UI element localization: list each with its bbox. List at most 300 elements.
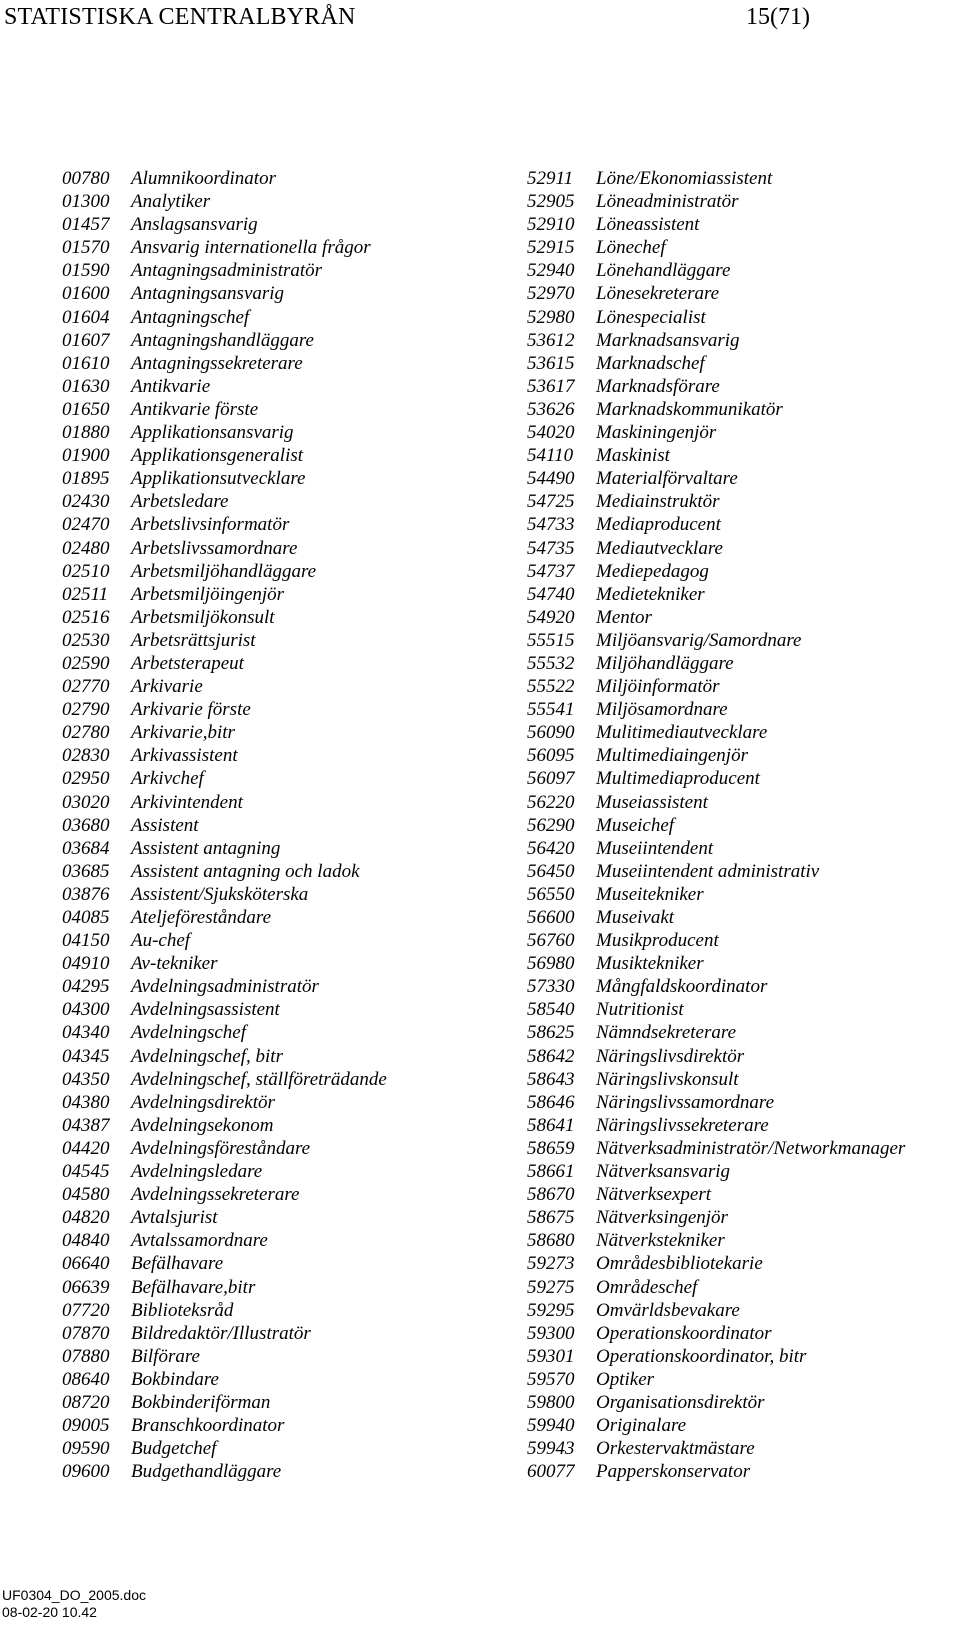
occupation-code: 56220 bbox=[527, 791, 575, 813]
occupation-code: 58540 bbox=[527, 999, 575, 1021]
occupation-title: Bilförare bbox=[131, 1345, 200, 1367]
code-list-right-column bbox=[527, 167, 957, 1483]
occupation-code: 03684 bbox=[62, 837, 110, 859]
occupation-title: Assistent antagning och ladok bbox=[131, 860, 360, 882]
occupation-code: 53626 bbox=[527, 398, 575, 420]
occupation-title: Antagningsansvarig bbox=[131, 283, 285, 305]
occupation-title: Avdelningsassistent bbox=[131, 999, 280, 1021]
list-item bbox=[62, 860, 502, 883]
list-item bbox=[62, 1137, 502, 1160]
occupation-code: 03020 bbox=[62, 791, 110, 813]
occupation-title: Näringslivsdirektör bbox=[596, 1045, 745, 1067]
occupation-code: 52940 bbox=[527, 260, 575, 282]
list-item bbox=[527, 1183, 957, 1206]
occupation-code: 03876 bbox=[62, 883, 110, 905]
list-item bbox=[62, 513, 502, 536]
occupation-title: Ansvarig internationella frågor bbox=[131, 237, 371, 259]
occupation-code: 02510 bbox=[62, 560, 110, 582]
occupation-title: Museivakt bbox=[596, 907, 675, 928]
occupation-title: Löne/Ekonomiassistent bbox=[596, 168, 773, 189]
list-item bbox=[62, 1091, 502, 1114]
list-item bbox=[527, 1114, 957, 1137]
list-item bbox=[527, 537, 957, 560]
occupation-code: 58646 bbox=[527, 1091, 575, 1113]
occupation-code: 01600 bbox=[62, 283, 110, 305]
occupation-title: Assistent antagning bbox=[131, 837, 281, 859]
occupation-title: Befälhavare bbox=[131, 1253, 224, 1275]
list-item bbox=[62, 490, 502, 513]
list-item bbox=[62, 1021, 502, 1044]
occupation-title: Antagningschef bbox=[131, 306, 250, 328]
occupation-title: Avdelningschef bbox=[131, 1022, 247, 1044]
list-item bbox=[62, 236, 502, 259]
occupation-title: Applikationsansvarig bbox=[131, 422, 294, 444]
occupation-code: 54920 bbox=[527, 606, 575, 628]
list-item bbox=[527, 513, 957, 536]
list-item bbox=[62, 1183, 502, 1206]
list-item bbox=[62, 883, 502, 906]
list-item bbox=[62, 1414, 502, 1437]
occupation-title: Budgethandläggare bbox=[131, 1461, 282, 1483]
occupation-code: 08640 bbox=[62, 1368, 110, 1390]
occupation-code: 59800 bbox=[527, 1391, 575, 1413]
occupation-title: Maskiningenjör bbox=[596, 422, 717, 444]
occupation-title: Avdelningsadministratör bbox=[131, 976, 319, 998]
list-item bbox=[527, 860, 957, 883]
occupation-title: Musikproducent bbox=[596, 930, 719, 952]
occupation-code: 04580 bbox=[62, 1184, 110, 1206]
occupation-code: 07880 bbox=[62, 1345, 110, 1367]
occupation-title: Applikationsgeneralist bbox=[131, 445, 304, 467]
occupation-code: 58643 bbox=[527, 1068, 575, 1090]
occupation-code: 02516 bbox=[62, 606, 110, 628]
occupation-code: 54737 bbox=[527, 560, 575, 582]
occupation-code: 55522 bbox=[527, 676, 575, 698]
list-item bbox=[62, 1437, 502, 1460]
occupation-code: 58680 bbox=[527, 1230, 575, 1252]
occupation-code: 04387 bbox=[62, 1114, 110, 1136]
occupation-title: Arbetsrättsjurist bbox=[131, 629, 256, 651]
occupation-title: Näringslivskonsult bbox=[596, 1068, 739, 1090]
occupation-code: 04350 bbox=[62, 1068, 110, 1090]
list-item bbox=[527, 583, 957, 606]
list-item bbox=[62, 975, 502, 998]
occupation-code: 04345 bbox=[62, 1045, 110, 1067]
occupation-code: 59300 bbox=[527, 1322, 575, 1344]
list-item bbox=[527, 1160, 957, 1183]
occupation-code: 04910 bbox=[62, 953, 110, 975]
occupation-title: Omvärldsbevakare bbox=[596, 1299, 740, 1321]
occupation-title: Miljöansvarig/Samordnare bbox=[596, 629, 802, 651]
list-item bbox=[527, 883, 957, 906]
list-item bbox=[62, 1252, 502, 1275]
occupation-title: Arbetsledare bbox=[131, 491, 229, 513]
occupation-title: Arkivarie bbox=[131, 676, 203, 698]
occupation-title: Av-tekniker bbox=[131, 953, 218, 975]
occupation-title: Antagningssekreterare bbox=[131, 352, 303, 374]
list-item bbox=[62, 282, 502, 305]
occupation-title: Nätverksadministratör/Networkmanager bbox=[596, 1137, 906, 1159]
occupation-title: Maskinist bbox=[596, 445, 670, 467]
list-item bbox=[62, 721, 502, 744]
occupation-code: 02780 bbox=[62, 722, 110, 744]
occupation-title: Alumnikoordinator bbox=[131, 168, 276, 189]
occupation-title: Operationskoordinator, bitr bbox=[596, 1345, 807, 1367]
list-item bbox=[527, 421, 957, 444]
occupation-code: 53615 bbox=[527, 352, 575, 374]
occupation-title: Museiintendent bbox=[596, 837, 714, 859]
list-item bbox=[527, 1414, 957, 1437]
occupation-code: 02770 bbox=[62, 676, 110, 698]
occupation-title: Bokbinderiförman bbox=[131, 1391, 271, 1413]
occupation-code: 01650 bbox=[62, 398, 110, 420]
occupation-title: Marknadsansvarig bbox=[596, 329, 740, 351]
page-number: 15(71) bbox=[746, 4, 810, 30]
occupation-title: Arkivintendent bbox=[131, 791, 243, 813]
occupation-code: 01607 bbox=[62, 329, 110, 351]
list-item bbox=[62, 352, 502, 375]
occupation-title: Branschkoordinator bbox=[131, 1415, 285, 1437]
occupation-title: Arkivassistent bbox=[131, 745, 238, 767]
occupation-title: Arbetsmiljöhandläggare bbox=[131, 560, 317, 582]
list-item bbox=[62, 1206, 502, 1229]
list-item bbox=[527, 375, 957, 398]
occupation-title: Antikvarie förste bbox=[131, 398, 259, 420]
occupation-title: Multimediaingenjör bbox=[596, 745, 748, 767]
occupation-title: Museiassistent bbox=[596, 791, 708, 813]
list-item bbox=[62, 398, 502, 421]
occupation-title: Antagningsadministratör bbox=[131, 260, 323, 282]
list-item bbox=[62, 906, 502, 929]
occupation-code: 09590 bbox=[62, 1438, 110, 1460]
occupation-title: Löneassistent bbox=[596, 214, 700, 236]
occupation-title: Näringslivssekreterare bbox=[596, 1114, 769, 1136]
occupation-code: 52905 bbox=[527, 191, 575, 213]
list-item bbox=[62, 952, 502, 975]
occupation-code: 00780 bbox=[62, 168, 110, 189]
list-item bbox=[527, 652, 957, 675]
occupation-title: Assistent bbox=[131, 814, 199, 836]
occupation-title: Analytiker bbox=[131, 191, 211, 213]
list-item bbox=[527, 1091, 957, 1114]
occupation-title: Miljösamordnare bbox=[596, 699, 728, 721]
occupation-code: 07870 bbox=[62, 1322, 110, 1344]
occupation-code: 02590 bbox=[62, 652, 110, 674]
occupation-title: Arkivarie förste bbox=[131, 699, 251, 721]
page-header bbox=[4, 0, 810, 34]
occupation-title: Arkivchef bbox=[131, 768, 204, 790]
occupation-title: Arbetsmiljöingenjör bbox=[131, 583, 285, 605]
occupation-code: 01457 bbox=[62, 214, 110, 236]
occupation-code: 58670 bbox=[527, 1184, 575, 1206]
list-item bbox=[527, 1391, 957, 1414]
occupation-title: Avdelningschef, bitr bbox=[131, 1045, 283, 1067]
list-item bbox=[527, 929, 957, 952]
list-item bbox=[62, 744, 502, 767]
occupation-code: 02790 bbox=[62, 699, 110, 721]
occupation-title: Avdelningsföreståndare bbox=[131, 1137, 311, 1159]
footer-filename: UF0304_DO_2005.doc bbox=[2, 1587, 146, 1603]
list-item bbox=[527, 721, 957, 744]
occupation-title: Arbetslivssamordnare bbox=[131, 537, 298, 559]
occupation-code: 04820 bbox=[62, 1207, 110, 1229]
list-item bbox=[62, 1276, 502, 1299]
occupation-title: Avtalsjurist bbox=[131, 1207, 218, 1229]
list-item bbox=[527, 952, 957, 975]
list-item bbox=[62, 1391, 502, 1414]
occupation-title: Avdelningsdirektör bbox=[131, 1091, 275, 1113]
occupation-code: 60077 bbox=[527, 1461, 575, 1483]
occupation-code: 56760 bbox=[527, 930, 575, 952]
occupation-code: 01630 bbox=[62, 375, 110, 397]
list-item bbox=[527, 906, 957, 929]
occupation-code: 56980 bbox=[527, 953, 575, 975]
occupation-title: Lönesekreterare bbox=[596, 283, 720, 305]
occupation-title: Multimediaproducent bbox=[596, 768, 760, 790]
occupation-title: Nätverkstekniker bbox=[596, 1230, 725, 1252]
occupation-code: 09005 bbox=[62, 1415, 110, 1437]
occupation-code: 55541 bbox=[527, 699, 575, 721]
occupation-code: 56600 bbox=[527, 907, 575, 928]
occupation-code: 55515 bbox=[527, 629, 575, 651]
list-item bbox=[527, 282, 957, 305]
occupation-code: 06639 bbox=[62, 1276, 110, 1298]
list-item bbox=[62, 698, 502, 721]
occupation-code: 01895 bbox=[62, 468, 110, 490]
occupation-title: Mediautvecklare bbox=[596, 537, 723, 559]
occupation-title: Bokbindare bbox=[131, 1368, 219, 1390]
list-item bbox=[62, 259, 502, 282]
list-item bbox=[527, 1137, 957, 1160]
occupation-code: 04340 bbox=[62, 1022, 110, 1044]
occupation-code: 04840 bbox=[62, 1230, 110, 1252]
occupation-code: 04545 bbox=[62, 1161, 110, 1183]
code-list-left-column bbox=[62, 167, 502, 1483]
occupation-title: Orkestervaktmästare bbox=[596, 1438, 755, 1460]
list-item bbox=[527, 190, 957, 213]
occupation-code: 54735 bbox=[527, 537, 575, 559]
occupation-code: 04085 bbox=[62, 907, 110, 928]
occupation-title: Antagningshandläggare bbox=[131, 329, 314, 351]
occupation-code: 54725 bbox=[527, 491, 575, 513]
occupation-code: 01604 bbox=[62, 306, 110, 328]
occupation-code: 01590 bbox=[62, 260, 110, 282]
list-item bbox=[527, 698, 957, 721]
occupation-title: Miljöinformatör bbox=[596, 676, 720, 698]
list-item bbox=[62, 1114, 502, 1137]
occupation-title: Nätverksexpert bbox=[596, 1184, 712, 1206]
occupation-code: 59295 bbox=[527, 1299, 575, 1321]
list-item bbox=[527, 1368, 957, 1391]
list-item bbox=[527, 467, 957, 490]
occupation-title: Originalare bbox=[596, 1415, 687, 1437]
occupation-code: 59273 bbox=[527, 1253, 575, 1275]
occupation-title: Marknadskommunikatör bbox=[596, 398, 783, 420]
occupation-code: 02511 bbox=[62, 583, 109, 605]
list-item bbox=[62, 444, 502, 467]
occupation-code: 01300 bbox=[62, 191, 110, 213]
list-item bbox=[527, 837, 957, 860]
occupation-code: 58659 bbox=[527, 1137, 575, 1159]
occupation-code: 53612 bbox=[527, 329, 575, 351]
occupation-code: 07720 bbox=[62, 1299, 110, 1321]
list-item bbox=[527, 259, 957, 282]
list-item bbox=[527, 606, 957, 629]
occupation-code: 59301 bbox=[527, 1345, 575, 1367]
occupation-code: 56090 bbox=[527, 722, 575, 744]
list-item bbox=[62, 560, 502, 583]
occupation-title: Assistent/Sjuksköterska bbox=[131, 883, 309, 905]
occupation-code: 59570 bbox=[527, 1368, 575, 1390]
occupation-code: 08720 bbox=[62, 1391, 110, 1413]
occupation-code: 58625 bbox=[527, 1022, 575, 1044]
occupation-code: 56450 bbox=[527, 860, 575, 882]
occupation-title: Mulitimediautvecklare bbox=[596, 722, 768, 744]
occupation-code: 02470 bbox=[62, 514, 110, 536]
occupation-code: 04150 bbox=[62, 930, 110, 952]
occupation-title: Avdelningschef, ställföreträdande bbox=[131, 1068, 387, 1090]
occupation-code: 04380 bbox=[62, 1091, 110, 1113]
list-item bbox=[527, 1322, 957, 1345]
occupation-title: Avdelningsledare bbox=[131, 1161, 263, 1183]
list-item bbox=[527, 1299, 957, 1322]
list-item bbox=[62, 652, 502, 675]
occupation-code: 04300 bbox=[62, 999, 110, 1021]
list-item bbox=[527, 975, 957, 998]
occupation-code: 54733 bbox=[527, 514, 575, 536]
occupation-title: Arbetslivsinformatör bbox=[131, 514, 290, 536]
occupation-title: Materialförvaltare bbox=[596, 468, 738, 490]
occupation-title: Områdeschef bbox=[596, 1276, 698, 1298]
occupation-title: Mediepedagog bbox=[596, 560, 709, 582]
occupation-title: Museitekniker bbox=[596, 883, 704, 905]
footer-date: 08-02-20 10.42 bbox=[2, 1604, 97, 1620]
list-item bbox=[527, 814, 957, 837]
list-item bbox=[62, 167, 502, 190]
occupation-code: 59943 bbox=[527, 1438, 575, 1460]
occupation-code: 59275 bbox=[527, 1276, 575, 1298]
occupation-code: 56420 bbox=[527, 837, 575, 859]
occupation-code: 58675 bbox=[527, 1207, 575, 1229]
occupation-code: 01610 bbox=[62, 352, 110, 374]
occupation-code: 02530 bbox=[62, 629, 110, 651]
occupation-title: Operationskoordinator bbox=[596, 1322, 772, 1344]
occupation-title: Mediainstruktör bbox=[596, 491, 720, 513]
occupation-code: 52915 bbox=[527, 237, 575, 259]
list-item bbox=[62, 467, 502, 490]
occupation-code: 54740 bbox=[527, 583, 575, 605]
list-item bbox=[62, 1160, 502, 1183]
list-item bbox=[527, 1276, 957, 1299]
occupation-title: Avtalssamordnare bbox=[131, 1230, 268, 1252]
occupation-title: Au-chef bbox=[131, 930, 191, 952]
list-item bbox=[62, 190, 502, 213]
list-item bbox=[527, 1229, 957, 1252]
occupation-code: 56550 bbox=[527, 883, 575, 905]
occupation-title: Nätverksingenjör bbox=[596, 1207, 728, 1229]
list-item bbox=[62, 767, 502, 790]
list-item bbox=[527, 167, 957, 190]
occupation-code: 55532 bbox=[527, 652, 575, 674]
occupation-title: Mentor bbox=[596, 606, 652, 628]
occupation-code: 52970 bbox=[527, 283, 575, 305]
occupation-title: Marknadsförare bbox=[596, 375, 720, 397]
occupation-code: 03685 bbox=[62, 860, 110, 882]
occupation-title: Arbetsmiljökonsult bbox=[131, 606, 275, 628]
list-item bbox=[527, 675, 957, 698]
occupation-title: Nutritionist bbox=[596, 999, 684, 1021]
occupation-title: Lönespecialist bbox=[596, 306, 706, 328]
occupation-title: Organisationsdirektör bbox=[596, 1391, 765, 1413]
occupation-code: 54490 bbox=[527, 468, 575, 490]
occupation-code: 01900 bbox=[62, 445, 110, 467]
list-item bbox=[62, 421, 502, 444]
list-item bbox=[62, 583, 502, 606]
list-item bbox=[527, 767, 957, 790]
list-item bbox=[62, 375, 502, 398]
list-item bbox=[62, 791, 502, 814]
list-item bbox=[62, 1299, 502, 1322]
occupation-title: Musiktekniker bbox=[596, 953, 704, 975]
list-item bbox=[62, 629, 502, 652]
list-item bbox=[62, 1322, 502, 1345]
occupation-title: Mångfaldskoordinator bbox=[596, 976, 768, 998]
occupation-title: Marknadschef bbox=[596, 352, 705, 374]
occupation-title: Budgetchef bbox=[131, 1438, 217, 1460]
occupation-title: Lönehandläggare bbox=[596, 260, 731, 282]
occupation-title: Museiintendent administrativ bbox=[596, 860, 820, 882]
list-item bbox=[527, 1460, 957, 1483]
occupation-title: Löneadministratör bbox=[596, 191, 739, 213]
list-item bbox=[62, 1068, 502, 1091]
occupation-title: Arkivarie,bitr bbox=[131, 722, 235, 744]
list-item bbox=[62, 1229, 502, 1252]
occupation-title: Nätverksansvarig bbox=[596, 1161, 731, 1183]
occupation-code: 04295 bbox=[62, 976, 110, 998]
list-item bbox=[527, 1345, 957, 1368]
list-item bbox=[527, 791, 957, 814]
occupation-title: Ateljeföreståndare bbox=[131, 907, 272, 928]
occupation-code: 01880 bbox=[62, 422, 110, 444]
list-item bbox=[527, 744, 957, 767]
occupation-title: Nämndsekreterare bbox=[596, 1022, 737, 1044]
list-item bbox=[62, 213, 502, 236]
list-item bbox=[62, 606, 502, 629]
occupation-title: Biblioteksråd bbox=[131, 1299, 234, 1321]
list-item bbox=[527, 398, 957, 421]
occupation-title: Antikvarie bbox=[131, 375, 211, 397]
occupation-code: 58642 bbox=[527, 1045, 575, 1067]
list-item bbox=[527, 1021, 957, 1044]
page-footer bbox=[2, 1587, 146, 1621]
list-item bbox=[527, 236, 957, 259]
occupation-code: 02950 bbox=[62, 768, 110, 790]
occupation-title: Avdelningsekonom bbox=[131, 1114, 274, 1136]
occupation-title: Papperskonservator bbox=[596, 1461, 751, 1483]
occupation-code: 52910 bbox=[527, 214, 575, 236]
list-item bbox=[62, 837, 502, 860]
list-item bbox=[527, 1068, 957, 1091]
occupation-code: 58641 bbox=[527, 1114, 575, 1136]
list-item bbox=[527, 629, 957, 652]
occupation-title: Applikationsutvecklare bbox=[131, 468, 306, 490]
list-item bbox=[527, 560, 957, 583]
list-item bbox=[62, 1460, 502, 1483]
list-item bbox=[62, 306, 502, 329]
list-item bbox=[62, 675, 502, 698]
list-item bbox=[527, 306, 957, 329]
occupation-title: Bildredaktör/Illustratör bbox=[131, 1322, 311, 1344]
